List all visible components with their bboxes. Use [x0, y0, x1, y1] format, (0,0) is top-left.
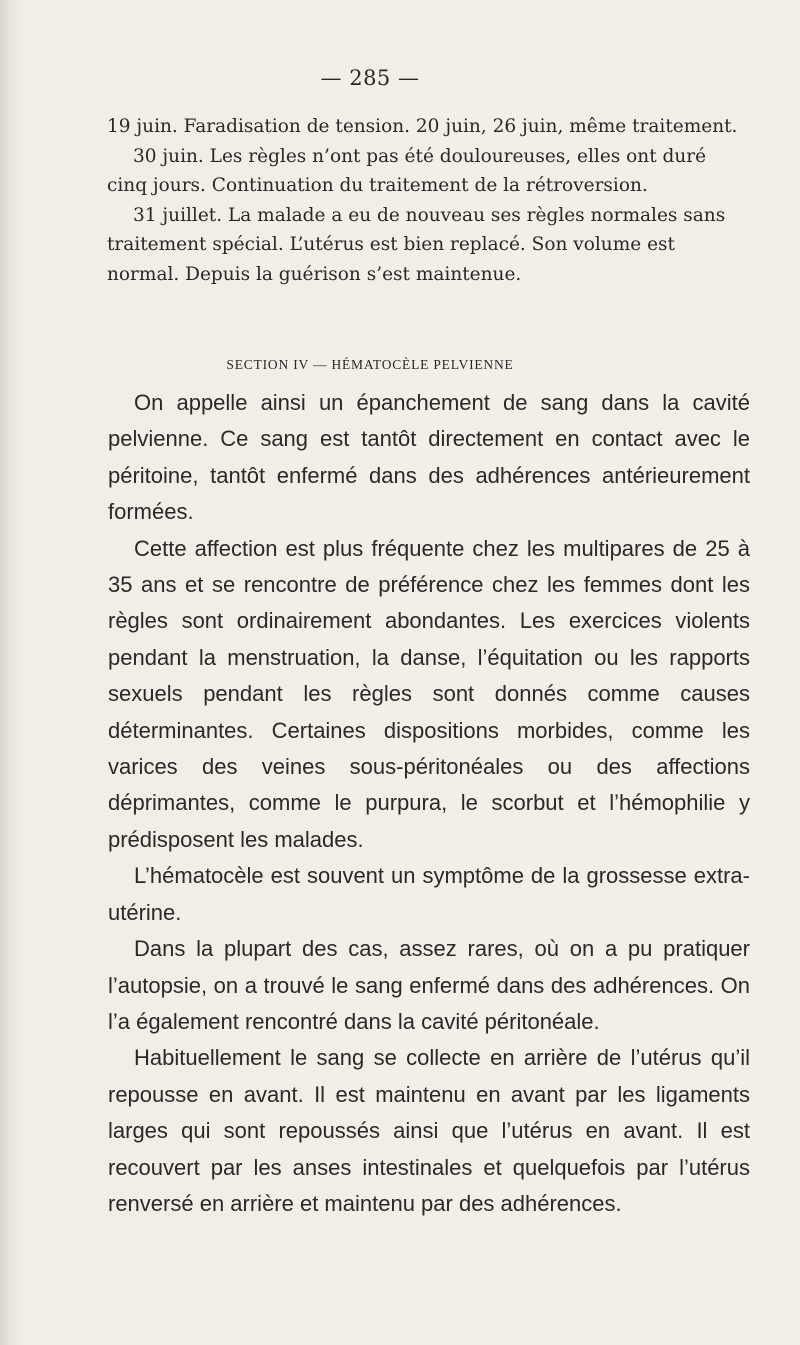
case-notes: [107, 112, 747, 289]
paragraph-autopsy: Dans la plupart des cas, assez rares, où on a pu pratiquer l’autopsie, on a trouvé le sang enfermé dans des adhérences. On l’a également rencontré dans la cavité péritonéale.: [108, 936, 750, 1034]
section-heading: SECTION IV — HÉMATOCÈLE PELVIENNE: [226, 357, 514, 372]
section-body: [108, 385, 750, 1222]
paragraph-symptom: L’hématocèle est souvent un symptôme de la grossesse extra-utérine.: [108, 863, 750, 925]
case-note-june-30: 30 juin. Les règles n’ont pas été douloureuses, elles ont duré cinq jours. Continuation du traitement de la rétroversion.: [107, 145, 707, 196]
case-note-july-31: 31 juillet. La malade a eu de nouveau ses règles normales sans traitement spécial. L’utérus est bien replacé. Son volume est normal. Depuis la guérison s’est maintenue.: [107, 204, 726, 285]
paragraph-location: Habituellement le sang se collecte en arrière de l’utérus qu’il repousse en avant. Il est maintenu en avant par les ligaments larges qui sont repoussés ainsi que l’utérus en avant. Il est recouvert par les anses intestinales et quelquefois par l’utérus renversé en arrière et maintenu par des adhérences.: [108, 1045, 750, 1216]
page-number: — 285 —: [320, 66, 420, 90]
paragraph-etiology: Cette affection est plus fréquente chez les multipares de 25 à 35 ans et se rencontre de préférence chez les femmes dont les règles sont ordinairement abondantes. Les exercices violents pendant la menstruation, la danse, l’équitation ou les rapports sexuels pendant les règles sont donnés comme causes déterminantes. Certaines dispositions morbides, comme les varices des veines sous-péritonéales ou des affections déprimantes, comme le purpura, le scorbut et l’hémophilie y prédisposent les malades.: [108, 535, 750, 852]
paragraph-definition: On appelle ainsi un épanchement de sang dans la cavité pelvienne. Ce sang est tantôt directement en contact avec le péritoine, tantôt enfermé dans des adhérences antérieurement formées.: [108, 390, 750, 525]
case-note-june-19: 19 juin. Faradisation de tension. 20 juin, 26 juin, même traitement.: [107, 116, 738, 137]
